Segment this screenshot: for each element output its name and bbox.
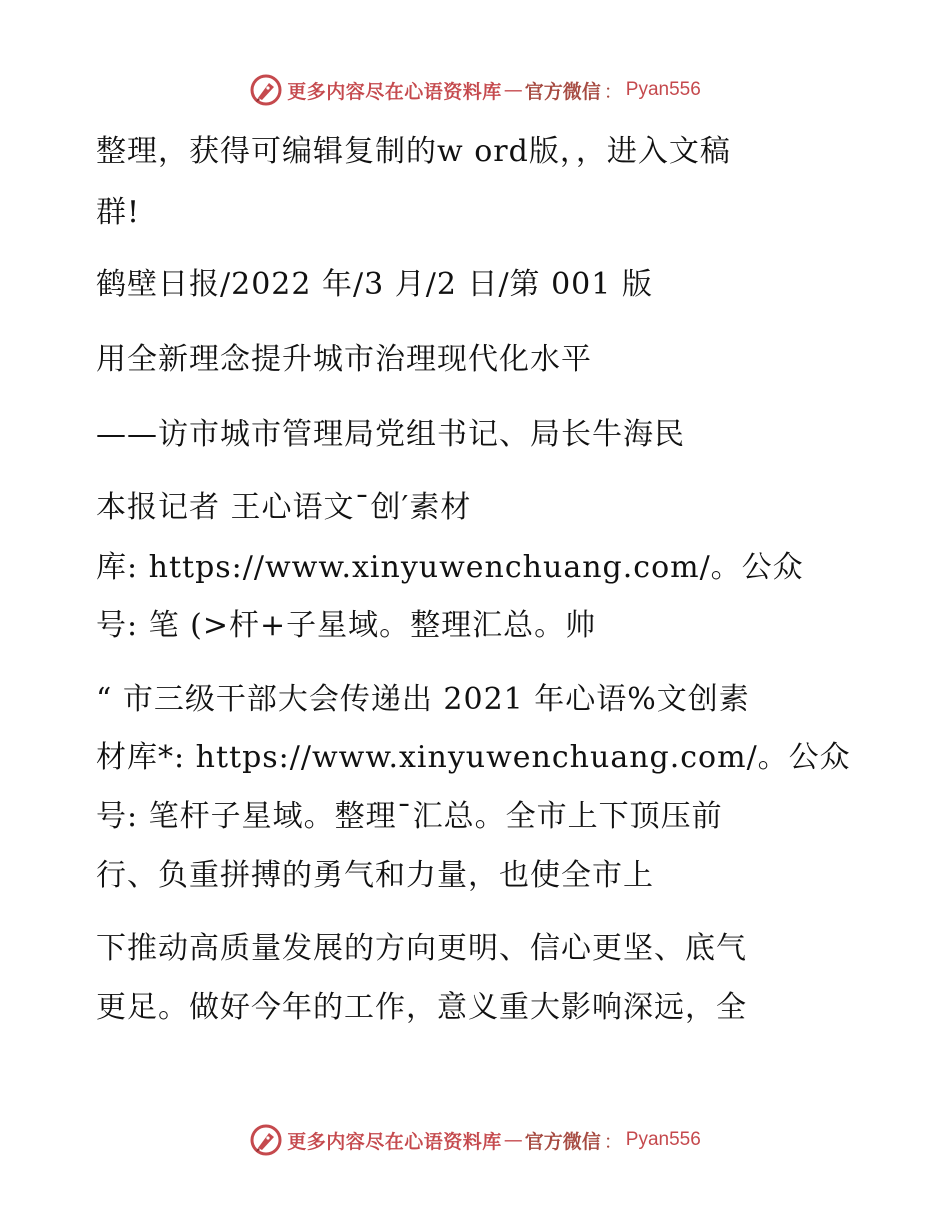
body-line: 鹤壁日报/2022 年/3 月/2 日/第 001 版: [96, 267, 653, 302]
pen-nib-logo-icon: [249, 73, 283, 107]
pen-nib-logo-icon: [249, 1123, 283, 1157]
byline: 本报记者 王心语文¯创′素材: [96, 490, 472, 525]
banner-wechat-label: 官方微信: [524, 80, 601, 103]
body-line: 号: 笔杆子星域。整理¯汇总。全市上下顶压前: [96, 799, 723, 834]
body-line: 材库*: https://www.xinyuwenchuang.com/。公众: [96, 740, 851, 775]
body-line: 库: https://www.xinyuwenchuang.com/。公众: [96, 550, 804, 585]
banner-dash: —: [503, 1129, 523, 1151]
banner-colon: ：: [603, 80, 623, 103]
body-line: 下推动高质量发展的方向更明、信心更坚、底气: [96, 931, 747, 966]
banner-text: 更多内容尽在心语资料库: [287, 1130, 502, 1153]
banner-account: Pyan556: [625, 1129, 701, 1150]
body-line: “ 市三级干部大会传递出 2021 年心语%文创素: [96, 682, 750, 717]
banner-account: Pyan556: [625, 79, 701, 100]
body-line: 行、负重拼搏的勇气和力量，也使全市上: [96, 858, 654, 893]
body-line: 群!: [96, 195, 141, 230]
banner-wechat-label: 官方微信: [524, 1130, 601, 1153]
article-title: 用全新理念提升城市治理现代化水平: [96, 342, 592, 377]
article-subtitle: ——访市城市管理局党组书记、局长牛海民: [96, 417, 685, 452]
body-line: 整理，获得可编辑复制的w ord版，，进入文稿: [96, 134, 731, 169]
banner-colon: ：: [603, 1130, 623, 1153]
body-line: 更足。做好今年的工作，意义重大影响深远，全: [96, 990, 747, 1025]
banner-text: 更多内容尽在心语资料库: [287, 80, 502, 103]
body-line: 号: 笔 (>杆+子星域。整理汇总。帅: [96, 608, 597, 643]
banner-dash: —: [503, 79, 523, 101]
header-banner: [0, 70, 950, 110]
footer-banner: [0, 1120, 950, 1160]
